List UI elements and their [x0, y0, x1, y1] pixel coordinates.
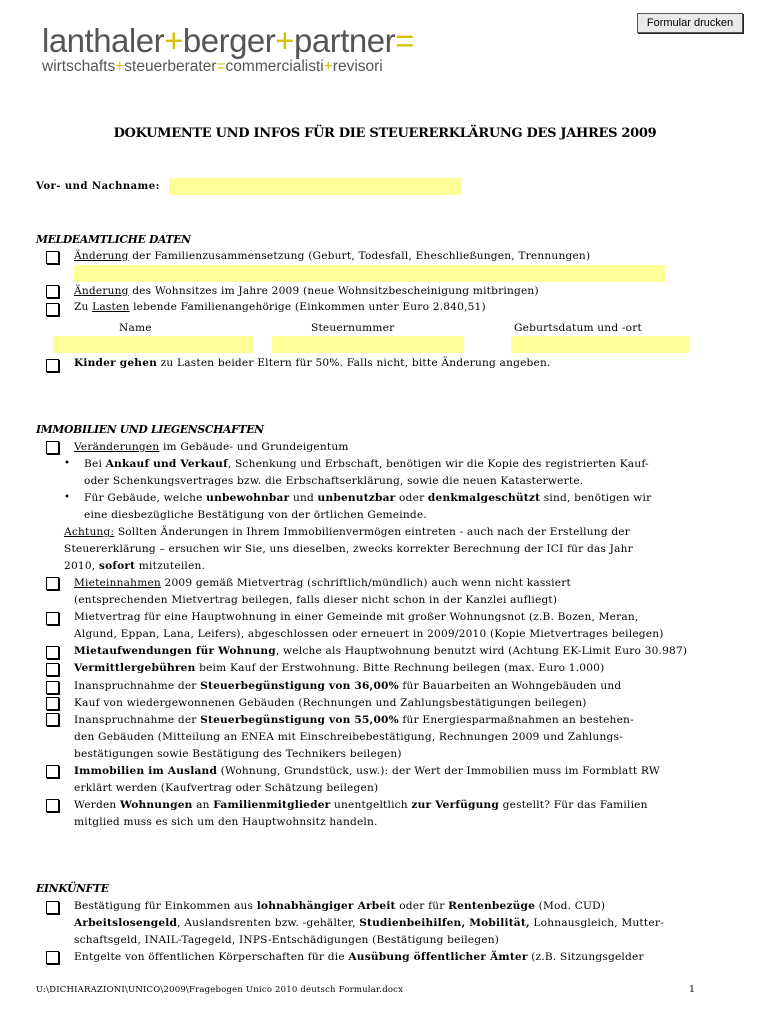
checkbox-family-housing[interactable]: [46, 799, 59, 812]
item-text: gestellt? Für das Familien: [499, 799, 648, 811]
item-text-bold: Mietaufwendungen für Wohnung: [74, 645, 276, 657]
item-public-office: [74, 949, 644, 966]
item-text: mitzuteilen.: [135, 560, 206, 572]
item-family-housing-line2: mitglied muss es sich um den Hauptwohnsitz handeln.: [74, 816, 378, 828]
item-rental-contract: Mietvertrag für eine Hauptwohnung in einer Gemeinde mit großer Wohnungsnot (z.B. Bozen, Meran,: [74, 611, 639, 623]
column-label-tax-number: Steuernummer: [311, 322, 395, 334]
item-text-underlined: Mieteinnahmen: [74, 577, 161, 589]
item-broker-fees: [74, 660, 604, 677]
item-text: für Bauarbeiten an Wohngebäuden und: [398, 680, 622, 692]
section-heading-meldeamt: MELDEAMTLICHE DATEN: [36, 233, 191, 246]
item-text-bold: Wohnungen: [120, 799, 193, 811]
checkbox-children[interactable]: [46, 359, 59, 372]
dependent-birth-input[interactable]: [511, 336, 689, 353]
logo-tagline: [42, 58, 383, 76]
item-text-bold: Familienmitglieder: [213, 799, 331, 811]
checkbox-rental-income[interactable]: [46, 577, 59, 590]
item-rental-income: [74, 575, 571, 592]
item-text-underlined: Veränderungen: [74, 441, 160, 453]
dependent-name-input[interactable]: [53, 336, 253, 353]
item-text-bold: unbewohnbar: [206, 492, 290, 504]
logo-plus: +: [323, 58, 333, 75]
item-text-underlined: Achtung:: [64, 526, 115, 538]
note-attention-line3: [64, 558, 205, 575]
checkbox-employment-income[interactable]: [46, 901, 59, 914]
item-text-underlined: Änderung: [74, 250, 129, 262]
item-text-bold: Vermittlergebühren: [74, 662, 196, 674]
item-text: (Mod. CUD): [535, 900, 606, 912]
item-text-underlined: Lasten: [92, 301, 130, 313]
item-text: Für Gebäude, welche: [84, 492, 207, 504]
checkbox-rent-expenses[interactable]: [46, 646, 59, 659]
item-text-bold: Kinder gehen: [74, 357, 158, 369]
checkbox-residence-change[interactable]: [46, 285, 59, 298]
item-rental-contract-line2: Algund, Eppan, Lana, Leifers), abgeschlossen oder erneuert in 2009/2010 (Kopie Mietvertrages beilegen): [74, 628, 664, 640]
item-text: oder: [395, 492, 428, 504]
item-text: zu Lasten beider Eltern für 50%. Falls nicht, bitte Änderung angeben.: [157, 357, 551, 369]
item-text-bold: Studienbeihilfen, Mobilität,: [359, 917, 530, 929]
checkbox-broker-fees[interactable]: [46, 663, 59, 676]
item-dependents: [74, 299, 486, 316]
item-property-changes: [74, 439, 349, 456]
item-text: beim Kauf der Erstwohnung. Bitte Rechnung beilegen (max. Euro 1.000): [195, 662, 605, 674]
page-number: 1: [689, 984, 696, 995]
bullet-icon: •: [64, 458, 71, 469]
name-input[interactable]: [169, 178, 462, 195]
item-employment-income-line3: schaftsgeld, INAIL-Tagegeld, INPS-Entschädigungen (Bestätigung beilegen): [74, 934, 500, 946]
item-text-bold: Ankauf und Verkauf: [105, 458, 228, 470]
item-family-housing: [74, 797, 648, 814]
item-tax-credit-55: [74, 712, 634, 729]
logo-part: lanthaler: [42, 22, 165, 59]
item-tax-credit-36: [74, 678, 621, 695]
logo-part: berger: [182, 22, 276, 59]
item-text: Entgelte von öffentlichen Körperschaften für die: [74, 951, 349, 963]
logo-part: wirtschafts: [42, 58, 116, 75]
section-heading-einkuenfte: EINKÜNFTE: [36, 882, 109, 895]
item-text: an: [192, 799, 214, 811]
item-text-bold: Ausübung öffentlicher Ämter: [348, 951, 528, 963]
item-text: Sollten Änderungen in Ihrem Immobilienvermögen eintreten - auch nach der Erstellung der: [114, 526, 631, 538]
checkbox-public-office[interactable]: [46, 951, 59, 964]
item-tax-credit-55-line3: bestätigungen sowie Bestätigung des Technikers beilegen): [74, 748, 402, 760]
note-attention: [64, 524, 630, 541]
column-label-name: Name: [119, 322, 152, 334]
item-text: unentgeltlich: [330, 799, 412, 811]
item-text-bold: unbenutzbar: [317, 492, 396, 504]
item-text: Inanspruchnahme der: [74, 680, 201, 692]
column-label-birth: Geburtsdatum und -ort: [514, 322, 642, 334]
item-text: 2010,: [64, 560, 99, 572]
item-tax-credit-36-line2: Kauf von wiedergewonnenen Gebäuden (Rechnungen und Zahlungsbestätigungen beilegen): [74, 697, 587, 709]
logo-equals: =: [216, 58, 226, 75]
section-heading-immobilien: IMMOBILIEN UND LIEGENSCHAFTEN: [36, 423, 264, 436]
item-text-bold: Rentenbezüge: [448, 900, 536, 912]
item-children: [74, 355, 551, 372]
item-text: des Wohnsitzes im Jahre 2009 (neue Wohnsitzbescheinigung mitbringen): [128, 285, 539, 297]
item-rent-expenses: [74, 643, 687, 660]
item-text: , Auslandsrenten bzw. -gehälter,: [177, 917, 360, 929]
item-rental-income-line2: (entsprechenden Mietvertrag beilegen, falls dieser nicht schon in der Kanzlei aufliegt): [74, 594, 558, 606]
item-employment-income: [74, 898, 605, 915]
logo-equals: =: [395, 22, 414, 59]
print-form-button[interactable]: Formular drucken: [637, 13, 743, 33]
item-text-bold: Arbeitslosengeld: [74, 917, 178, 929]
item-text: , welche als Hauptwohnung benutzt wird (Achtung EK-Limit Euro 30.987): [275, 645, 688, 657]
item-purchase-sale: [84, 456, 649, 473]
item-purchase-sale-line2: oder Schenkungsvertrages bzw. die Erbschaftserklärung, sowie die neuen Katasterwerte.: [84, 475, 584, 487]
item-text: sind, benötigen wir: [540, 492, 652, 504]
item-text: Lohnausgleich, Mutter-: [529, 917, 664, 929]
item-text-bold: Immobilien im Ausland: [74, 765, 218, 777]
checkbox-rental-contract[interactable]: [46, 612, 59, 625]
item-employment-income-line2: [74, 915, 664, 932]
checkbox-family-change[interactable]: [46, 251, 59, 264]
item-text-bold: sofort: [98, 560, 136, 572]
note-attention-line2: Steuererklärung – ersuchen wir Sie, uns dieselben, zwecks korrekter Berechnung der ICI für das Jahr: [64, 543, 633, 555]
item-uninhabitable-line2: eine diesbezügliche Bestätigung von der örtlichen Gemeinde.: [84, 509, 427, 521]
item-text-underlined: Änderung: [74, 285, 129, 297]
item-text: (z.B. Sitzungsgelder: [527, 951, 644, 963]
item-family-change: [74, 248, 590, 265]
item-text-bold: denkmalgeschützt: [427, 492, 541, 504]
checkbox-property-changes[interactable]: [46, 441, 59, 454]
item-text: oder für: [395, 900, 449, 912]
item-residence-change: [74, 283, 539, 300]
item-text: Werden: [74, 799, 120, 811]
logo-wordmark: [42, 24, 414, 57]
bullet-icon: •: [64, 492, 71, 503]
item-text: 2009 gemäß Mietvertrag (schriftlich/mündlich) auch wenn nicht kassiert: [160, 577, 571, 589]
item-uninhabitable: [84, 490, 651, 507]
item-text: , Schenkung und Erbschaft, benötigen wir die Kopie des registrierten Kauf-: [227, 458, 649, 470]
logo-plus: +: [275, 22, 295, 59]
checkbox-tax-credit-36[interactable]: [46, 681, 59, 694]
logo-part: steuerberater: [124, 58, 217, 75]
page-title: DOKUMENTE UND INFOS FÜR DIE STEUERERKLÄRUNG DES JAHRES 2009: [113, 126, 657, 141]
item-tax-credit-55-line2: den Gebäuden (Mitteilung an ENEA mit Einschreibebestätigung, Rechnungen 2009 und Zahlungs-: [74, 731, 623, 743]
item-text: und: [289, 492, 318, 504]
dependent-tax-number-input[interactable]: [272, 336, 464, 353]
checkbox-dependents[interactable]: [46, 303, 59, 316]
item-text: der Familienzusammensetzung (Geburt, Todesfall, Eheschließungen, Trennungen): [128, 250, 591, 262]
logo-plus: +: [115, 58, 125, 75]
footer-file-path: U:\DICHIARAZIONI\UNICO\2009\Fragebogen Unico 2010 deutsch Formular.docx: [36, 985, 404, 995]
item-foreign-property: [74, 763, 660, 780]
checkbox-tax-credit-36-purchase[interactable]: [46, 697, 59, 710]
item-text: im Gebäude- und Grundeigentum: [159, 441, 349, 453]
item-foreign-property-line2: erklärt werden (Kaufvertrag oder Schätzung beilegen): [74, 782, 379, 794]
checkbox-foreign-property[interactable]: [46, 765, 59, 778]
logo-part: partner: [294, 22, 396, 59]
checkbox-tax-credit-55[interactable]: [46, 713, 59, 726]
item-text-bold: Steuerbegünstigung von 36,00%: [200, 680, 399, 692]
name-label: Vor- und Nachname:: [36, 181, 160, 192]
item-text-bold: Steuerbegünstigung von 55,00%: [200, 714, 399, 726]
item-text-bold: zur Verfügung: [411, 799, 500, 811]
item-text: für Energiesparmaßnahmen an bestehen-: [398, 714, 634, 726]
family-change-input[interactable]: [74, 265, 665, 282]
logo-part: revisori: [332, 58, 383, 75]
item-text: lebende Familienangehörige (Einkommen unter Euro 2.840,51): [129, 301, 486, 313]
logo-plus: +: [164, 22, 183, 59]
item-text: Bei: [84, 458, 106, 470]
item-text: Zu: [74, 301, 93, 313]
item-text-bold: lohnabhängiger Arbeit: [256, 900, 396, 912]
item-text: Inanspruchnahme der: [74, 714, 201, 726]
item-text: (Wohnung, Grundstück, usw.): der Wert der Immobilien muss im Formblatt RW: [217, 765, 660, 777]
logo-part: commercialisti: [225, 58, 324, 75]
item-text: Bestätigung für Einkommen aus: [74, 900, 257, 912]
